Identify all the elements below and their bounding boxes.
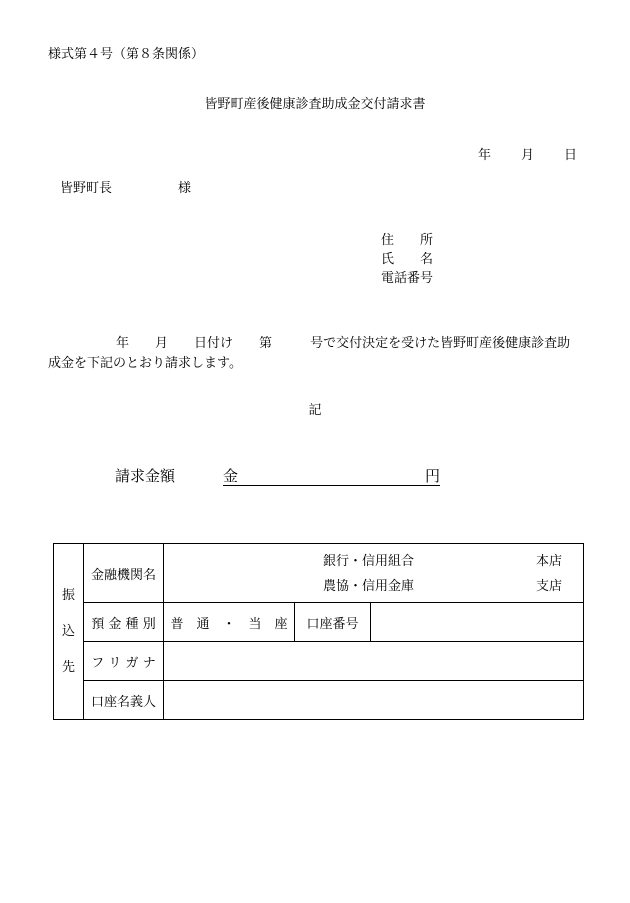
account-number-label: 口座番号 xyxy=(295,603,371,642)
institution-field[interactable] xyxy=(164,544,584,603)
amount-field[interactable] xyxy=(223,467,440,486)
side-char-1: 振 xyxy=(61,587,75,603)
statement-month: 月 xyxy=(155,336,169,351)
statement-dated: 日付け xyxy=(194,336,234,351)
amount-label: 請求金額 xyxy=(115,467,176,485)
account-type-label: 預 金 種 別 xyxy=(84,603,164,642)
form-number: 様式第４号（第８条関係） xyxy=(48,47,205,62)
name-label: 氏 名 xyxy=(381,252,434,267)
coop-option: 農協・信用金庫 xyxy=(323,579,415,594)
side-char-2: 込 xyxy=(61,623,75,639)
document-title: 皆野町産後健康診査助成金交付請求書 xyxy=(204,97,426,112)
request-statement xyxy=(48,334,588,374)
applicant-block xyxy=(381,234,433,291)
account-number-field[interactable] xyxy=(371,603,584,642)
account-holder-field[interactable] xyxy=(164,681,584,720)
statement-dai: 第 xyxy=(259,336,273,351)
branch-option: 本店 xyxy=(536,554,563,569)
amount-kin: 金 xyxy=(223,467,239,485)
sub-branch-option: 支店 xyxy=(536,579,563,594)
address-label: 住 所 xyxy=(381,233,434,248)
date-line xyxy=(478,149,577,162)
account-type-value[interactable]: 普 通 ・ 当 座 xyxy=(164,603,295,642)
date-year: 年 xyxy=(478,148,492,163)
furigana-field[interactable] xyxy=(164,642,584,681)
statement-line2: 成金を下記のとおり請求します。 xyxy=(48,356,242,371)
amount-yen: 円 xyxy=(424,467,440,485)
bank-transfer-table xyxy=(53,543,584,720)
transfer-side-label xyxy=(54,544,84,720)
ki-heading: 記 xyxy=(308,403,322,418)
addressee xyxy=(60,182,191,195)
bank-option: 銀行・信用組合 xyxy=(323,554,415,569)
phone-label: 電話番号 xyxy=(381,271,434,286)
addressee-name: 皆野町長 xyxy=(60,181,113,196)
furigana-label: フ リ ガ ナ xyxy=(84,642,164,681)
account-holder-label: 口座名義人 xyxy=(84,681,164,720)
date-day: 日 xyxy=(564,148,578,163)
statement-line1: 号で交付決定を受けた皆野町産後健康診査助 xyxy=(310,336,571,351)
statement-year: 年 xyxy=(116,336,130,351)
side-char-3: 先 xyxy=(61,659,75,675)
date-month: 月 xyxy=(521,148,535,163)
institution-label: 金融機関名 xyxy=(84,544,164,603)
addressee-honorific: 様 xyxy=(178,181,192,196)
